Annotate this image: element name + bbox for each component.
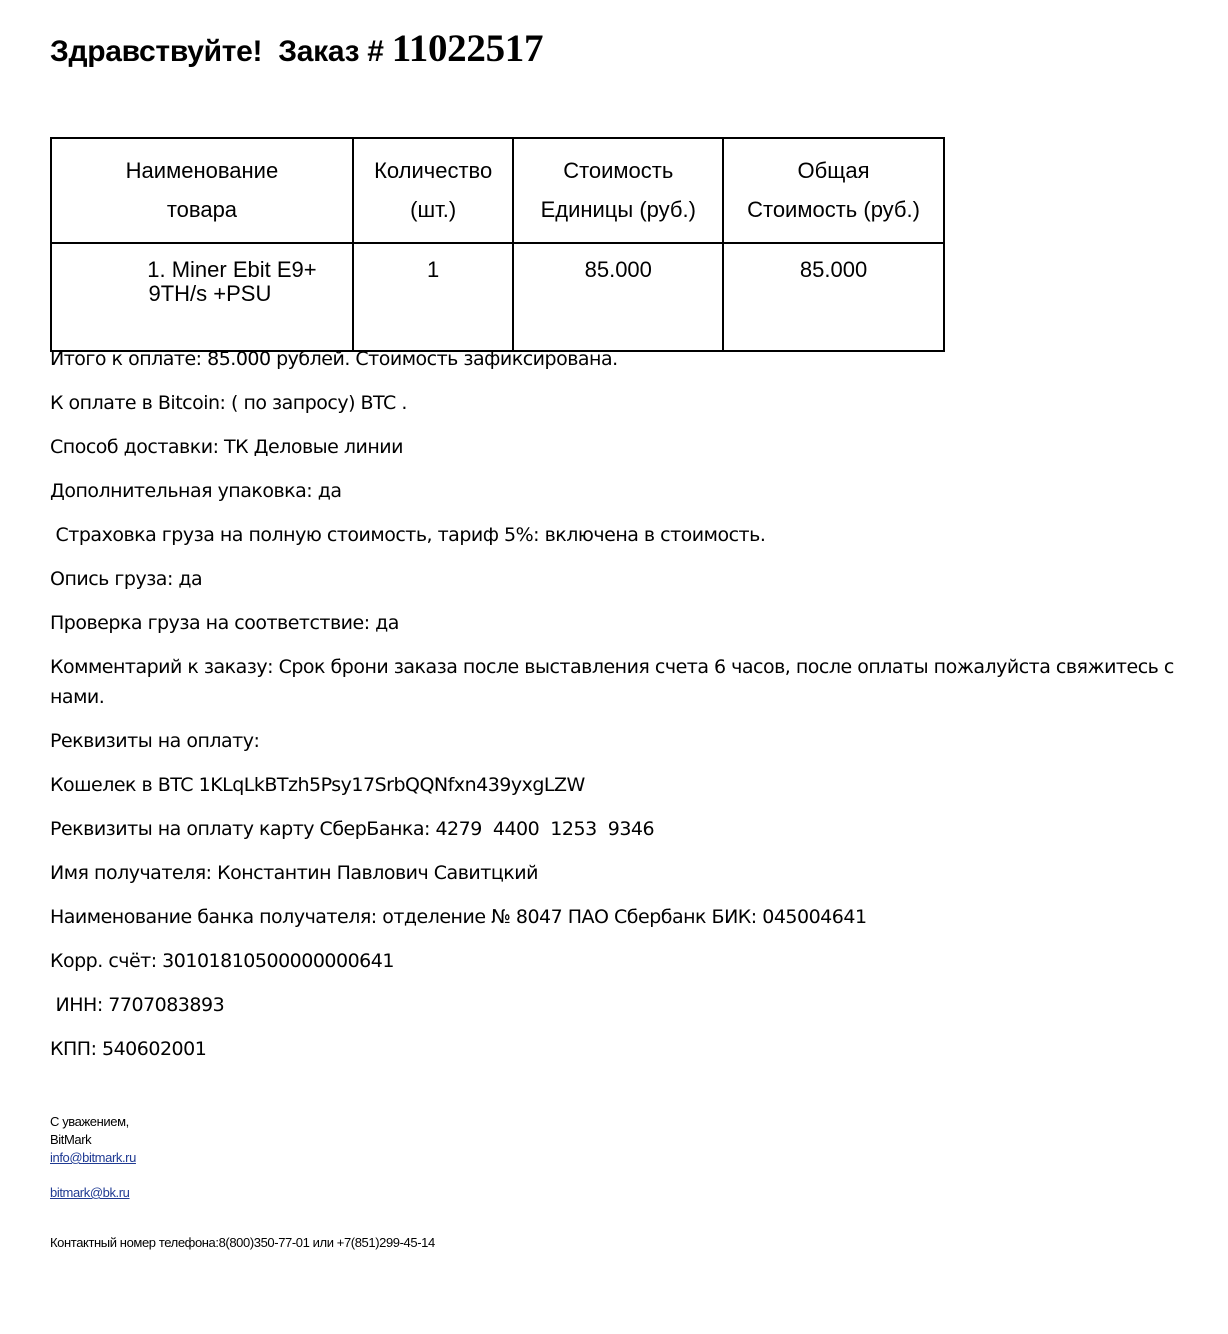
payment-details-heading: Реквизиты на оплату: — [50, 730, 260, 752]
table-row — [51, 243, 944, 351]
table-header-row — [51, 138, 944, 243]
order-details — [50, 344, 1190, 1078]
email-link-bk[interactable]: bitmark@bk.ru — [50, 1185, 130, 1200]
cell-item: 1. Miner Ebit E9+ 9TH/s +PSU — [51, 243, 353, 351]
sberbank-card: Реквизиты на оплату карту СберБанка: 4279 4400 1253 9346 — [50, 818, 655, 840]
kpp: КПП: 540602001 — [50, 1038, 207, 1060]
inn: ИНН: 7707083893 — [50, 994, 225, 1016]
cell-total: 85.000 — [723, 243, 944, 351]
email-link-info[interactable]: info@bitmark.ru — [50, 1150, 136, 1165]
column-header-unit-price: Стоимость Единицы (руб.) — [513, 138, 723, 243]
extra-packaging: Дополнительная упаковка: да — [50, 480, 342, 502]
signature-block — [50, 1113, 435, 1250]
regards-text: С уважением, — [50, 1114, 129, 1129]
cargo-check: Проверка груза на соответствие: да — [50, 612, 399, 634]
order-number: 11022517 — [391, 27, 544, 70]
column-header-quantity: Количество (шт.) — [353, 138, 514, 243]
cargo-inventory: Опись груза: да — [50, 568, 203, 590]
bitcoin-payment: К оплате в Bitcoin: ( по запросу) BTC . — [50, 392, 407, 414]
btc-wallet: Кошелек в BTC 1KLqLkBTzh5Psy17SrbQQNfxn439yxgLZW — [50, 774, 585, 796]
company-name: BitMark — [50, 1132, 92, 1147]
recipient-name: Имя получателя: Константин Павлович Савитцкий — [50, 862, 538, 884]
total-to-pay: Итого к оплате: 85.000 рублей. Стоимость зафиксирована. — [50, 348, 618, 370]
order-label: Заказ # — [278, 35, 384, 68]
cell-unit-price: 85.000 — [513, 243, 723, 351]
greeting: Здравствуйте! — [50, 35, 263, 68]
recipient-bank: Наименование банка получателя: отделение № 8047 ПАО Сбербанк БИК: 045004641 — [50, 906, 867, 928]
corr-account: Корр. счёт: 30101810500000000641 — [50, 950, 394, 972]
page-title — [50, 26, 543, 71]
order-comment: Комментарий к заказу: Срок брони заказа после выставления счета 6 часов, после оплаты пожалуйста свяжитесь с нами. — [50, 656, 1174, 708]
cell-quantity: 1 — [353, 243, 514, 351]
contact-phone: Контактный номер телефона:8(800)350-77-01 или +7(851)299-45-14 — [50, 1235, 435, 1250]
column-header-item: Наименование товара — [51, 138, 353, 243]
cargo-insurance: Страховка груза на полную стоимость, тариф 5%: включена в стоимость. — [50, 524, 766, 546]
order-table — [50, 137, 945, 352]
delivery-method: Способ доставки: ТК Деловые линии — [50, 436, 403, 458]
column-header-total: Общая Стоимость (руб.) — [723, 138, 944, 243]
